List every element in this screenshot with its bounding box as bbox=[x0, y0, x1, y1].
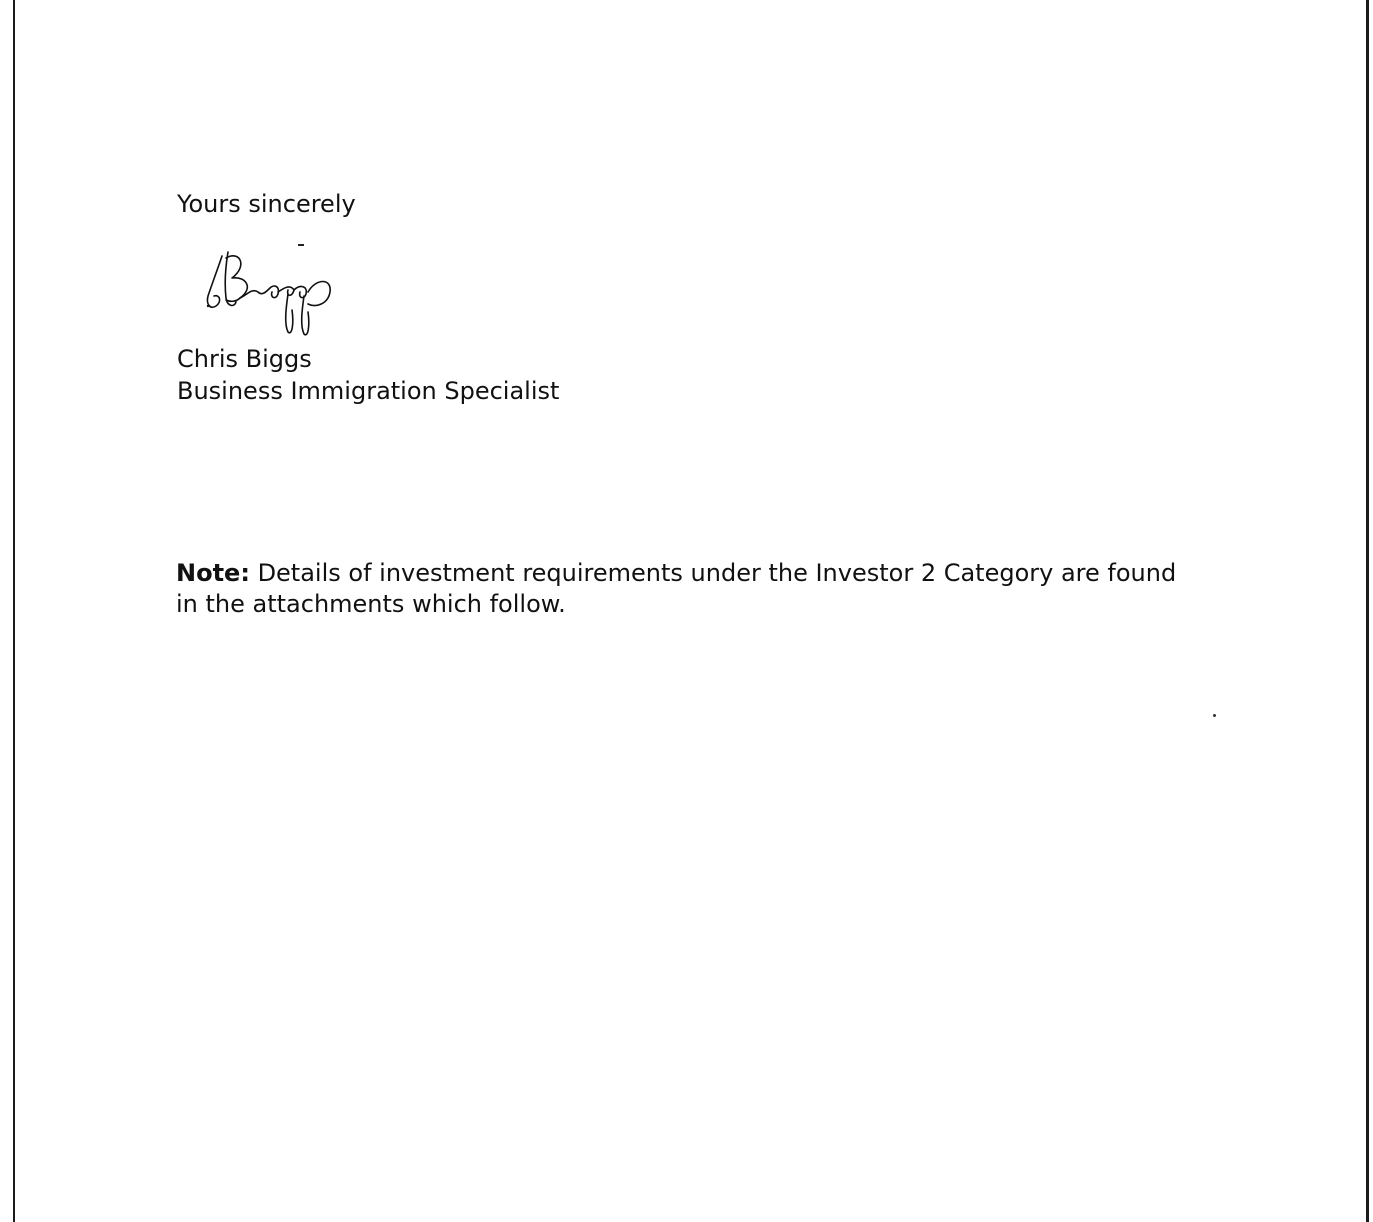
closing-line: Yours sincerely bbox=[177, 190, 356, 218]
signer-block bbox=[177, 343, 559, 407]
scan-speck bbox=[1213, 714, 1216, 717]
signer-name: Chris Biggs bbox=[177, 345, 312, 373]
signer-title: Business Immigration Specialist bbox=[177, 377, 560, 405]
note-label: Note: bbox=[176, 559, 250, 587]
scan-edge-left bbox=[13, 0, 15, 1222]
note-paragraph bbox=[176, 558, 1196, 620]
scan-edge-right bbox=[1366, 0, 1369, 1222]
note-text: Details of investment requirements under the Investor 2 Category are found in the attachments which follow. bbox=[176, 559, 1177, 618]
ink-mark bbox=[298, 244, 304, 246]
handwritten-signature bbox=[196, 248, 346, 343]
